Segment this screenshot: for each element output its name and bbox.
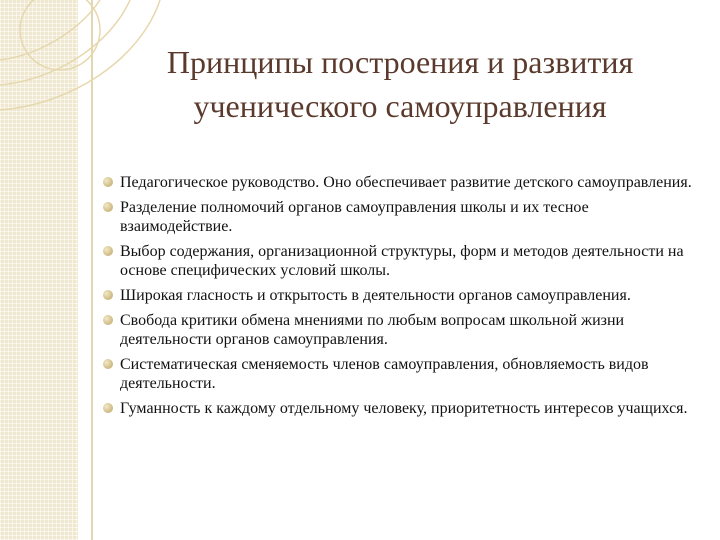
bullet-list: [103, 173, 703, 424]
list-item: [103, 173, 703, 192]
bullet-icon: [103, 315, 113, 325]
list-item: [103, 311, 703, 349]
slide-title: Принципы построения и развития ученического самоуправления: [166, 44, 634, 124]
list-item: [103, 286, 703, 305]
bullet-text: Систематическая сменяемость членов самоуправления, обновляемость видов деятельности.: [120, 356, 649, 392]
bullet-icon: [103, 177, 113, 187]
bullet-text: Широкая гласность и открытость в деятельности органов самоуправления.: [120, 287, 631, 304]
bullet-text: Разделение полномочий органов самоуправления школы и их тесное взаимодействие.: [120, 199, 589, 235]
list-item: [103, 355, 703, 393]
bullet-text: Свобода критики обмена мнениями по любым вопросам школьной жизни деятельности органов самоуправления.: [120, 312, 625, 348]
bullet-text: Выбор содержания, организационной структуры, форм и методов деятельности на основе специфических условий школы.: [120, 243, 684, 279]
bullet-text: Гуманность к каждому отдельному человеку, приоритетность интересов учащихся.: [120, 400, 688, 417]
bullet-icon: [103, 359, 113, 369]
list-item: [103, 198, 703, 236]
bullet-text: Педагогическое руководство. Оно обеспечивает развитие детского самоуправления.: [120, 174, 692, 191]
list-item: [103, 399, 703, 418]
bullet-icon: [103, 246, 113, 256]
bullet-icon: [103, 202, 113, 212]
bullet-icon: [103, 290, 113, 300]
bullet-icon: [103, 403, 113, 413]
list-item: [103, 242, 703, 280]
